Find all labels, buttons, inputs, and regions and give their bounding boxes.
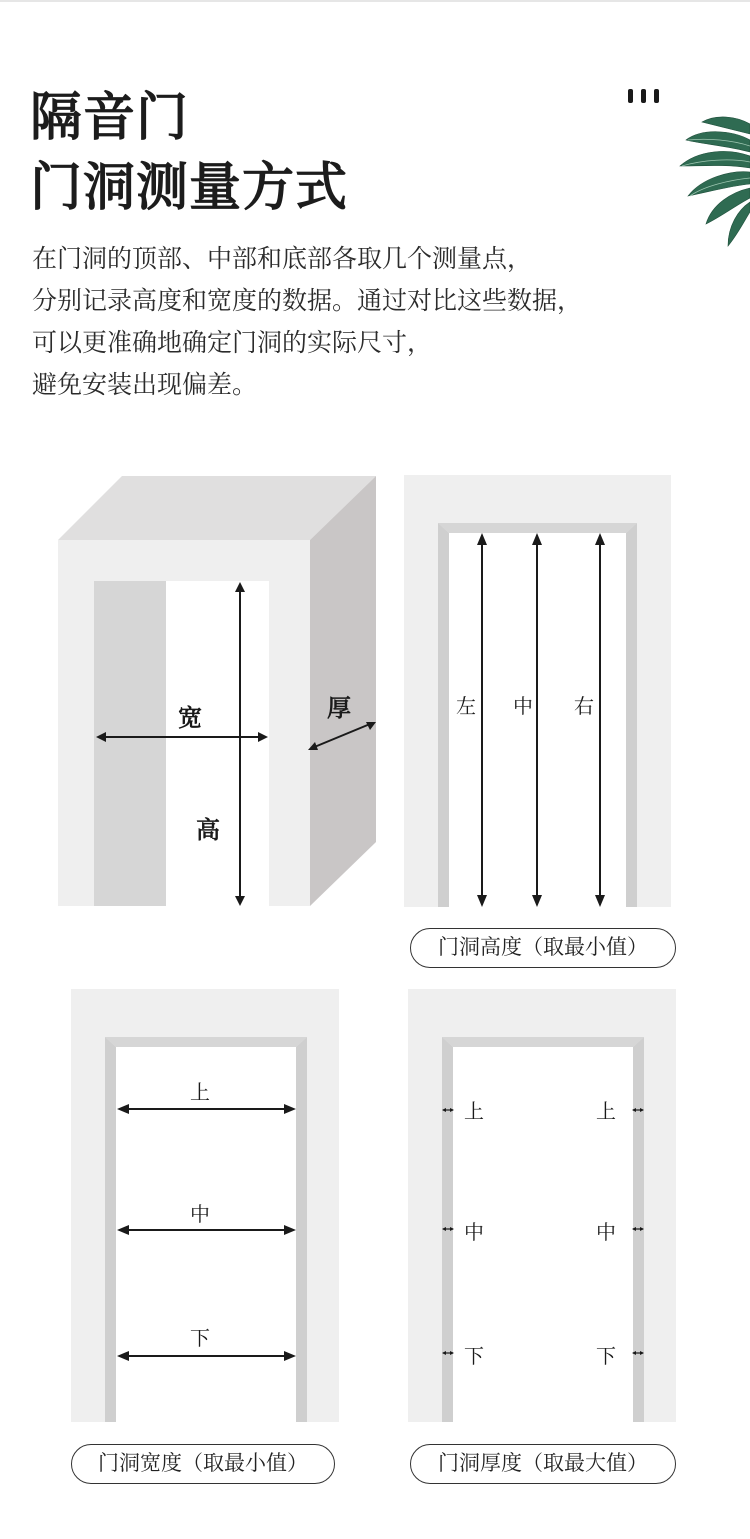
page-subtitle: 门洞测量方式	[30, 158, 349, 218]
bottom-label: 下	[190, 1326, 210, 1350]
door-3d-diagram	[58, 474, 378, 910]
opening-inner-wall	[94, 581, 166, 906]
left-label: 左	[456, 694, 476, 718]
thickness-caption: 门洞厚度（取最大值）	[410, 1444, 676, 1484]
top-label: 上	[190, 1080, 210, 1104]
description-line: 可以更准确地确定门洞的实际尺寸，	[32, 328, 433, 357]
description-text	[32, 238, 692, 406]
description-line: 分别记录高度和宽度的数据。通过对比这些数据，	[32, 286, 583, 315]
left-top-label: 上	[464, 1099, 484, 1123]
right-top-label: 上	[596, 1099, 616, 1123]
width-caption: 门洞宽度（取最小值）	[71, 1444, 335, 1484]
center-label: 中	[513, 694, 533, 718]
thickness-label: 厚	[327, 694, 351, 722]
left-bottom-label: 下	[464, 1344, 484, 1368]
door-width-diagram	[71, 989, 339, 1422]
opening-space	[166, 581, 269, 906]
top-divider	[0, 0, 750, 2]
frame-side-face	[310, 476, 376, 906]
right-bottom-label: 下	[596, 1344, 616, 1368]
left-middle-label: 中	[464, 1220, 484, 1244]
description-line: 在门洞的顶部、中部和底部各取几个测量点，	[32, 244, 533, 273]
right-label: 右	[574, 694, 594, 718]
middle-label: 中	[190, 1202, 210, 1226]
width-label: 宽	[178, 704, 202, 732]
door-thickness-diagram	[408, 989, 676, 1422]
height-label: 高	[196, 816, 220, 844]
height-caption: 门洞高度（取最小值）	[410, 928, 676, 968]
door-height-diagram	[404, 475, 671, 909]
more-dots-icon[interactable]	[628, 89, 664, 103]
description-line: 避免安装出现偏差。	[32, 370, 258, 399]
right-middle-label: 中	[596, 1220, 616, 1244]
page-title: 隔音门	[30, 88, 190, 148]
